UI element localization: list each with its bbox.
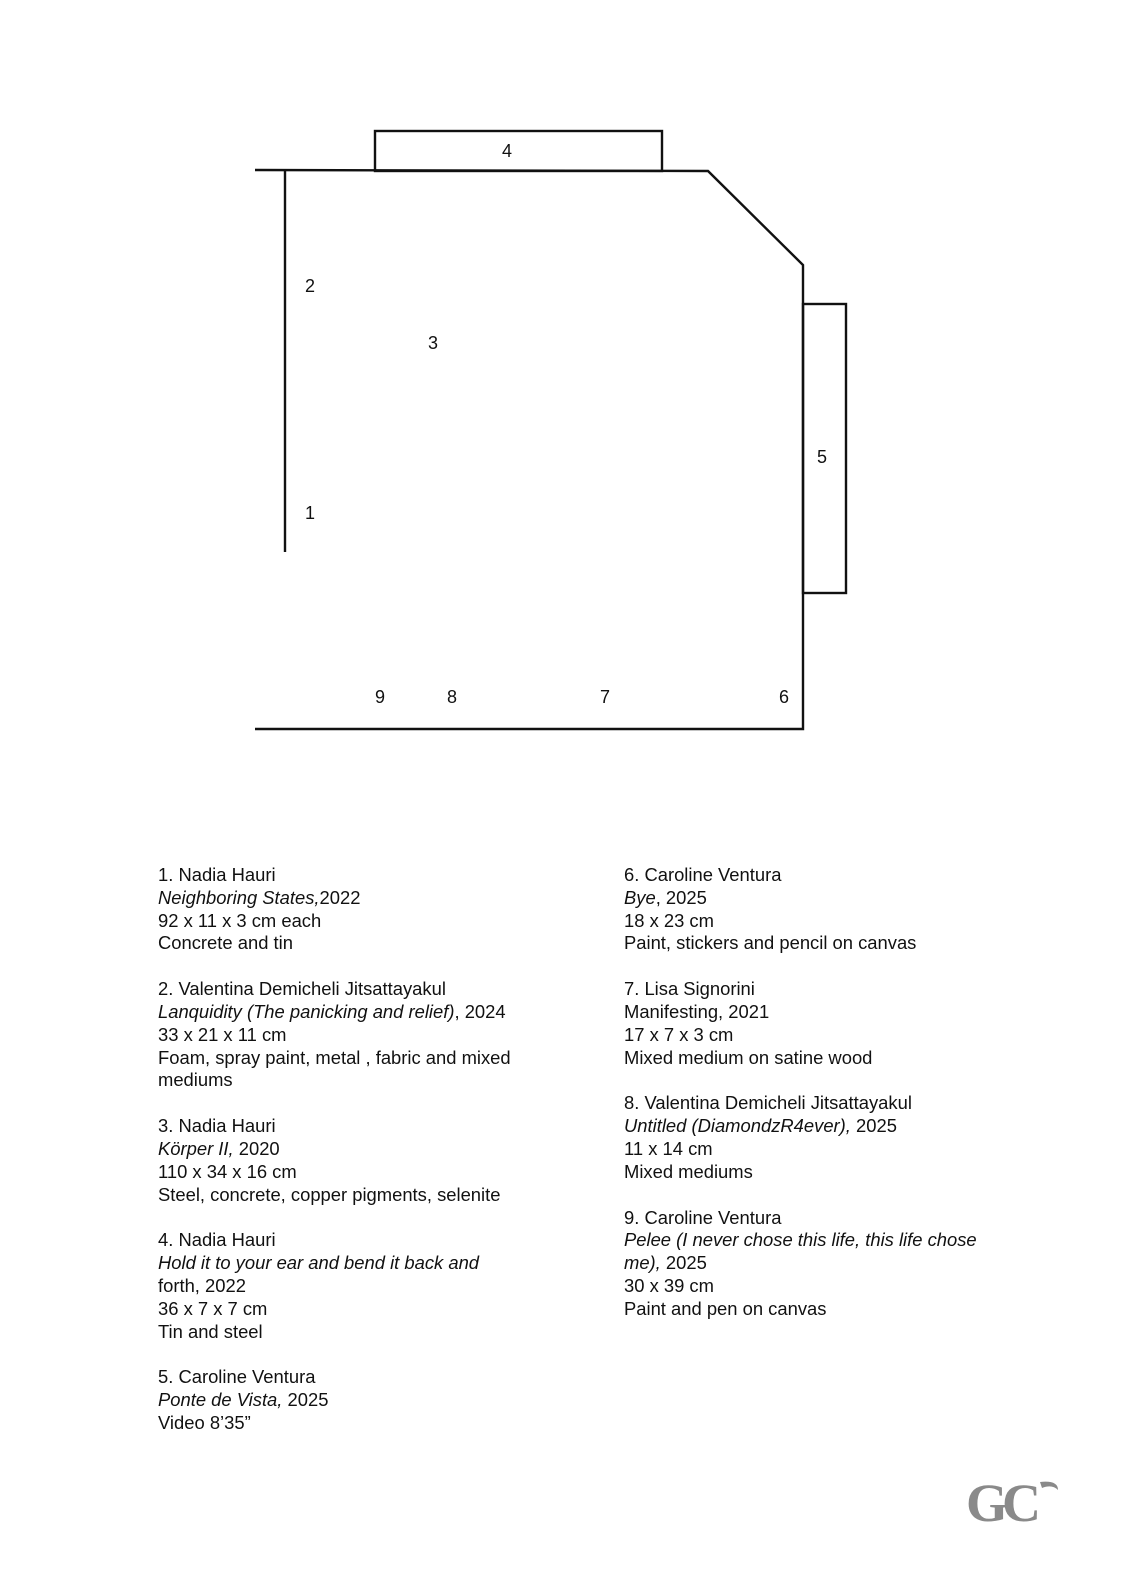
floor-plan-outline: [255, 170, 803, 729]
artwork-dimensions: 11 x 14 cm: [624, 1137, 713, 1159]
plan-label-1: 1: [305, 503, 316, 523]
artwork-entry-9: [624, 1207, 1004, 1321]
artwork-title: Hold it to your ear and bend it back and: [158, 1252, 480, 1274]
artwork-year: 2025: [850, 1115, 897, 1137]
artwork-medium: Tin and steel: [158, 1320, 263, 1342]
artwork-dimensions: 18 x 23 cm: [624, 909, 714, 931]
plan-label-3: 3: [428, 333, 439, 353]
gallery-logo-text: GC: [966, 1476, 1035, 1528]
artwork-medium: Steel, concrete, copper pigments, selenite: [158, 1183, 501, 1205]
artwork-medium: Mixed mediums: [624, 1160, 753, 1182]
plan-label-2: 2: [305, 276, 316, 296]
artwork-year: , 2024: [454, 1000, 506, 1022]
plan-label-5: 5: [817, 447, 828, 467]
artwork-medium: Mixed medium on satine wood: [624, 1046, 873, 1068]
artwork-dimensions: 33 x 21 x 11 cm: [158, 1023, 287, 1045]
artwork-medium: Concrete and tin: [158, 932, 293, 954]
gallery-logo: [966, 1476, 1062, 1528]
artwork-heading: 6. Caroline Ventura: [624, 864, 782, 885]
logo-swoosh: [1040, 1482, 1058, 1490]
plan-label-9: 9: [375, 687, 386, 707]
artwork-dimensions: 110 x 34 x 16 cm: [158, 1160, 297, 1182]
plan-label-8: 8: [447, 687, 458, 707]
artwork-year: 2025: [282, 1389, 329, 1411]
artwork-dimensions: 92 x 11 x 3 cm each: [158, 909, 322, 931]
artwork-year: 2022: [319, 886, 361, 908]
plan-label-7: 7: [600, 687, 611, 707]
checklist-right-column: [624, 864, 1004, 1344]
artwork-year: , 2025: [655, 886, 707, 908]
artwork-medium: Foam, spray paint, metal , fabric and mixed mediums: [158, 1046, 511, 1091]
artwork-title: Bye: [624, 886, 656, 908]
artwork-heading: 5. Caroline Ventura: [158, 1366, 316, 1388]
artwork-title: Ponte de Vista,: [158, 1389, 283, 1411]
artwork-heading: 3. Nadia Hauri: [158, 1115, 276, 1137]
artwork-entry-2: [158, 978, 558, 1092]
artwork-dimensions: 36 x 7 x 7 cm: [158, 1297, 268, 1319]
artwork-entry-1: [158, 864, 558, 955]
artwork-title: Pelee (I never chose this life, this life chose me),: [624, 1229, 977, 1274]
artwork-year: forth, 2022: [158, 1274, 246, 1296]
artwork-dimensions: 30 x 39 cm: [624, 1274, 714, 1296]
artwork-heading: 4. Nadia Hauri: [158, 1229, 276, 1251]
artwork-year: 2025: [660, 1252, 707, 1274]
artwork-heading: 1. Nadia Hauri: [158, 864, 276, 885]
artwork-entry-7: [624, 978, 1004, 1069]
artwork-entry-5: [158, 1366, 558, 1434]
artwork-year: Manifesting, 2021: [624, 1000, 770, 1022]
artwork-medium: Paint and pen on canvas: [624, 1297, 827, 1319]
artwork-heading: 9. Caroline Ventura: [624, 1206, 782, 1228]
artwork-title: Untitled (DiamondzR4ever),: [624, 1115, 851, 1137]
checklist-left-column: [158, 864, 558, 1458]
artwork-title: Lanquidity (The panicking and relief): [158, 1000, 455, 1022]
floor-plan: [0, 0, 1124, 780]
artwork-dimensions: 17 x 7 x 3 cm: [624, 1023, 734, 1045]
artwork-heading: 8. Valentina Demicheli Jitsattayakul: [624, 1092, 912, 1114]
artwork-heading: 7. Lisa Signorini: [624, 978, 755, 1000]
plan-label-4: 4: [502, 141, 513, 161]
artwork-entry-6: [624, 864, 1004, 955]
plan-label-6: 6: [779, 687, 790, 707]
artwork-entry-4: [158, 1229, 558, 1343]
artwork-heading: 2. Valentina Demicheli Jitsattayakul: [158, 978, 446, 1000]
plinth-4: [375, 131, 662, 171]
artwork-year: 2020: [233, 1137, 280, 1159]
artwork-entry-8: [624, 1092, 1004, 1183]
artwork-dimensions: Video 8’35”: [158, 1411, 251, 1433]
artwork-medium: Paint, stickers and pencil on canvas: [624, 932, 917, 954]
artwork-title: Körper II,: [158, 1137, 234, 1159]
artwork-title: Neighboring States,: [158, 886, 320, 908]
artwork-entry-3: [158, 1115, 558, 1206]
